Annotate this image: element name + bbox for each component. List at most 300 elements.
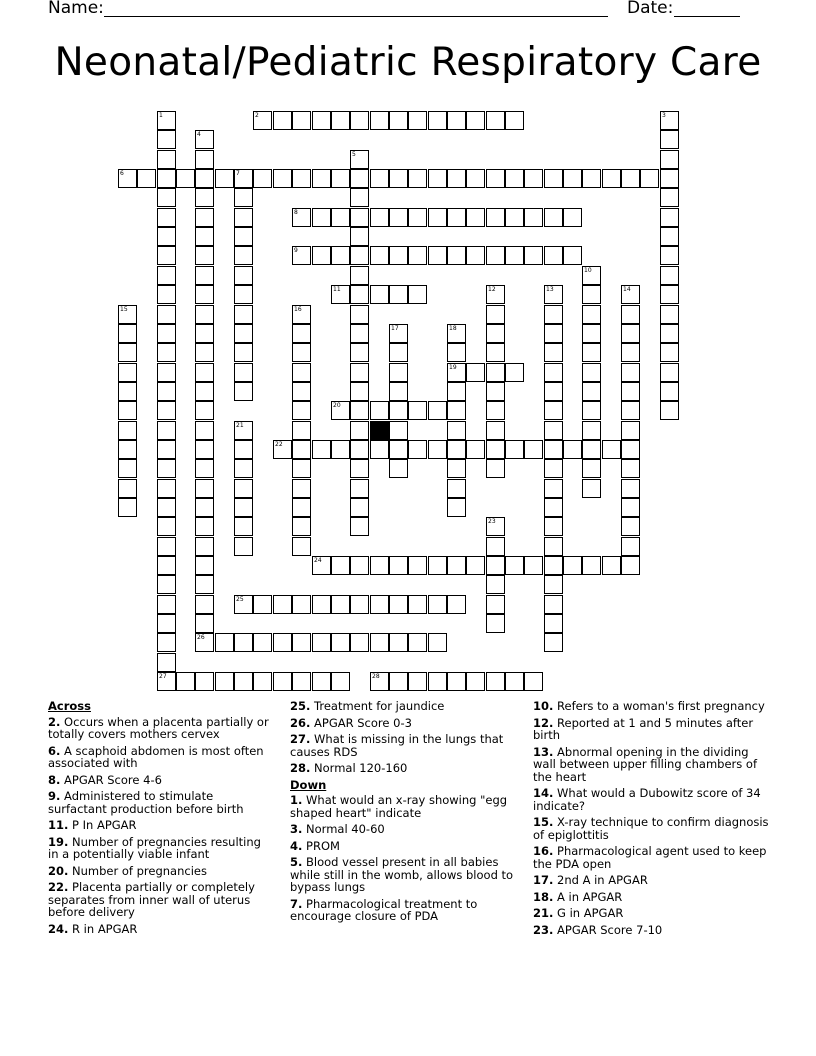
- crossword-cell[interactable]: [157, 672, 176, 691]
- crossword-cell[interactable]: [428, 672, 447, 691]
- crossword-cell[interactable]: [447, 246, 466, 265]
- crossword-cell[interactable]: [215, 633, 234, 652]
- crossword-cell[interactable]: [466, 169, 485, 188]
- crossword-cell[interactable]: [234, 633, 253, 652]
- crossword-cell[interactable]: [118, 343, 137, 362]
- crossword-cell[interactable]: [350, 343, 369, 362]
- crossword-cell[interactable]: [292, 208, 311, 227]
- crossword-cell[interactable]: [350, 169, 369, 188]
- crossword-cell[interactable]: [157, 305, 176, 324]
- crossword-cell[interactable]: [234, 246, 253, 265]
- crossword-cell[interactable]: [621, 363, 640, 382]
- crossword-cell[interactable]: [350, 479, 369, 498]
- crossword-cell[interactable]: [312, 633, 331, 652]
- crossword-cell[interactable]: [466, 556, 485, 575]
- crossword-cell[interactable]: [621, 498, 640, 517]
- crossword-cell[interactable]: [157, 208, 176, 227]
- crossword-cell[interactable]: [292, 440, 311, 459]
- crossword-cell[interactable]: [157, 440, 176, 459]
- crossword-cell[interactable]: [195, 440, 214, 459]
- crossword-cell[interactable]: [273, 672, 292, 691]
- crossword-cell[interactable]: [292, 479, 311, 498]
- crossword-cell[interactable]: [350, 324, 369, 343]
- crossword-cell[interactable]: [292, 382, 311, 401]
- crossword-cell[interactable]: [292, 246, 311, 265]
- crossword-cell[interactable]: [350, 111, 369, 130]
- crossword-cell[interactable]: [505, 556, 524, 575]
- crossword-cell[interactable]: [312, 208, 331, 227]
- crossword-cell[interactable]: [370, 556, 389, 575]
- crossword-cell[interactable]: [331, 401, 350, 420]
- crossword-cell[interactable]: [660, 382, 679, 401]
- crossword-cell[interactable]: [582, 285, 601, 304]
- crossword-cell[interactable]: [176, 169, 195, 188]
- crossword-cell[interactable]: [157, 459, 176, 478]
- crossword-cell[interactable]: [447, 401, 466, 420]
- crossword-cell[interactable]: [621, 401, 640, 420]
- crossword-cell[interactable]: [234, 595, 253, 614]
- crossword-cell[interactable]: [370, 169, 389, 188]
- crossword-cell[interactable]: [505, 208, 524, 227]
- crossword-cell[interactable]: [234, 169, 253, 188]
- crossword-cell[interactable]: [486, 305, 505, 324]
- crossword-cell[interactable]: [389, 459, 408, 478]
- crossword-cell[interactable]: [486, 537, 505, 556]
- crossword-cell[interactable]: [602, 169, 621, 188]
- crossword-cell[interactable]: [621, 169, 640, 188]
- crossword-cell[interactable]: [292, 111, 311, 130]
- crossword-cell[interactable]: [195, 285, 214, 304]
- crossword-cell[interactable]: [408, 440, 427, 459]
- crossword-cell[interactable]: [447, 208, 466, 227]
- crossword-cell[interactable]: [292, 421, 311, 440]
- crossword-cell[interactable]: [157, 556, 176, 575]
- crossword-cell[interactable]: [273, 111, 292, 130]
- crossword-cell[interactable]: [195, 363, 214, 382]
- crossword-cell[interactable]: [389, 246, 408, 265]
- crossword-cell[interactable]: [118, 440, 137, 459]
- crossword-cell[interactable]: [544, 614, 563, 633]
- crossword-cell[interactable]: [195, 517, 214, 536]
- crossword-cell[interactable]: [234, 188, 253, 207]
- crossword-cell[interactable]: [621, 324, 640, 343]
- crossword-cell[interactable]: [563, 440, 582, 459]
- crossword-cell[interactable]: [370, 595, 389, 614]
- crossword-cell[interactable]: [602, 556, 621, 575]
- crossword-cell[interactable]: [253, 672, 272, 691]
- crossword-cell[interactable]: [292, 363, 311, 382]
- crossword-cell[interactable]: [350, 305, 369, 324]
- crossword-cell[interactable]: [640, 169, 659, 188]
- crossword-cell[interactable]: [234, 537, 253, 556]
- crossword-cell[interactable]: [157, 653, 176, 672]
- crossword-cell[interactable]: [157, 614, 176, 633]
- crossword-cell[interactable]: [292, 343, 311, 362]
- crossword-cell[interactable]: [157, 479, 176, 498]
- crossword-cell[interactable]: [234, 363, 253, 382]
- crossword-cell[interactable]: [273, 595, 292, 614]
- crossword-cell[interactable]: [350, 595, 369, 614]
- crossword-cell[interactable]: [370, 208, 389, 227]
- crossword-cell[interactable]: [486, 285, 505, 304]
- crossword-cell[interactable]: [195, 421, 214, 440]
- crossword-cell[interactable]: [370, 401, 389, 420]
- crossword-cell[interactable]: [544, 537, 563, 556]
- crossword-cell[interactable]: [195, 556, 214, 575]
- crossword-cell[interactable]: [157, 382, 176, 401]
- crossword-cell[interactable]: [157, 517, 176, 536]
- crossword-cell[interactable]: [524, 672, 543, 691]
- crossword-cell[interactable]: [253, 633, 272, 652]
- crossword-cell[interactable]: [157, 575, 176, 594]
- crossword-cell[interactable]: [660, 343, 679, 362]
- crossword-cell[interactable]: [389, 363, 408, 382]
- crossword-cell[interactable]: [195, 324, 214, 343]
- crossword-cell[interactable]: [428, 633, 447, 652]
- crossword-cell[interactable]: [563, 169, 582, 188]
- crossword-cell[interactable]: [660, 208, 679, 227]
- crossword-cell[interactable]: [331, 595, 350, 614]
- crossword-cell[interactable]: [486, 614, 505, 633]
- crossword-cell[interactable]: [234, 479, 253, 498]
- crossword-cell[interactable]: [157, 401, 176, 420]
- crossword-cell[interactable]: [253, 595, 272, 614]
- crossword-cell[interactable]: [428, 208, 447, 227]
- crossword-cell[interactable]: [466, 440, 485, 459]
- crossword-cell[interactable]: [350, 440, 369, 459]
- crossword-cell[interactable]: [428, 440, 447, 459]
- crossword-cell[interactable]: [524, 440, 543, 459]
- crossword-cell[interactable]: [408, 285, 427, 304]
- crossword-cell[interactable]: [195, 575, 214, 594]
- crossword-cell[interactable]: [370, 672, 389, 691]
- crossword-cell[interactable]: [621, 382, 640, 401]
- crossword-cell[interactable]: [292, 401, 311, 420]
- crossword-cell[interactable]: [292, 672, 311, 691]
- crossword-cell[interactable]: [408, 595, 427, 614]
- crossword-cell[interactable]: [157, 363, 176, 382]
- crossword-cell[interactable]: [157, 169, 176, 188]
- crossword-cell[interactable]: [312, 672, 331, 691]
- crossword-cell[interactable]: [486, 169, 505, 188]
- crossword-cell[interactable]: [370, 111, 389, 130]
- crossword-cell[interactable]: [195, 343, 214, 362]
- crossword-cell[interactable]: [660, 246, 679, 265]
- crossword-cell[interactable]: [350, 227, 369, 246]
- crossword-cell[interactable]: [505, 672, 524, 691]
- crossword-cell[interactable]: [486, 382, 505, 401]
- crossword-cell[interactable]: [505, 246, 524, 265]
- crossword-cell[interactable]: [215, 169, 234, 188]
- crossword-cell[interactable]: [292, 633, 311, 652]
- crossword-cell[interactable]: [486, 324, 505, 343]
- crossword-cell[interactable]: [621, 537, 640, 556]
- crossword-cell[interactable]: [350, 285, 369, 304]
- crossword-cell[interactable]: [331, 672, 350, 691]
- crossword-cell[interactable]: [621, 343, 640, 362]
- crossword-cell[interactable]: [312, 595, 331, 614]
- crossword-cell[interactable]: [582, 479, 601, 498]
- crossword-cell[interactable]: [621, 440, 640, 459]
- crossword-cell[interactable]: [234, 421, 253, 440]
- crossword-cell[interactable]: [486, 672, 505, 691]
- crossword-cell[interactable]: [292, 324, 311, 343]
- crossword-cell[interactable]: [331, 633, 350, 652]
- crossword-cell[interactable]: [621, 556, 640, 575]
- crossword-cell[interactable]: [234, 208, 253, 227]
- crossword-cell[interactable]: [234, 343, 253, 362]
- crossword-cell[interactable]: [408, 401, 427, 420]
- crossword-cell[interactable]: [447, 343, 466, 362]
- crossword-cell[interactable]: [157, 150, 176, 169]
- crossword-cell[interactable]: [118, 479, 137, 498]
- crossword-cell[interactable]: [312, 169, 331, 188]
- crossword-cell[interactable]: [350, 246, 369, 265]
- crossword-cell[interactable]: [582, 440, 601, 459]
- crossword-cell[interactable]: [195, 595, 214, 614]
- crossword-cell[interactable]: [544, 324, 563, 343]
- crossword-cell[interactable]: [660, 363, 679, 382]
- crossword-cell[interactable]: [389, 208, 408, 227]
- crossword-cell[interactable]: [118, 401, 137, 420]
- crossword-cell[interactable]: [157, 266, 176, 285]
- crossword-cell[interactable]: [292, 305, 311, 324]
- crossword-cell[interactable]: [234, 672, 253, 691]
- crossword-cell[interactable]: [331, 111, 350, 130]
- crossword-cell[interactable]: [118, 421, 137, 440]
- crossword-cell[interactable]: [234, 459, 253, 478]
- crossword-cell[interactable]: [137, 169, 156, 188]
- crossword-cell[interactable]: [389, 382, 408, 401]
- crossword-cell[interactable]: [428, 111, 447, 130]
- crossword-cell[interactable]: [389, 285, 408, 304]
- crossword-cell[interactable]: [389, 111, 408, 130]
- crossword-cell[interactable]: [447, 363, 466, 382]
- crossword-cell[interactable]: [408, 246, 427, 265]
- crossword-cell[interactable]: [234, 227, 253, 246]
- crossword-cell[interactable]: [486, 440, 505, 459]
- crossword-cell[interactable]: [621, 459, 640, 478]
- crossword-cell[interactable]: [273, 169, 292, 188]
- crossword-cell[interactable]: [195, 150, 214, 169]
- crossword-cell[interactable]: [195, 614, 214, 633]
- crossword-cell[interactable]: [157, 285, 176, 304]
- crossword-cell[interactable]: [350, 401, 369, 420]
- crossword-cell[interactable]: [331, 440, 350, 459]
- crossword-cell[interactable]: [447, 440, 466, 459]
- crossword-cell[interactable]: [621, 479, 640, 498]
- crossword-cell[interactable]: [389, 595, 408, 614]
- crossword-cell[interactable]: [486, 575, 505, 594]
- crossword-cell[interactable]: [544, 556, 563, 575]
- crossword-cell[interactable]: [331, 285, 350, 304]
- crossword-cell[interactable]: [466, 111, 485, 130]
- crossword-cell[interactable]: [195, 130, 214, 149]
- crossword-cell[interactable]: [350, 208, 369, 227]
- crossword-cell[interactable]: [157, 130, 176, 149]
- crossword-cell[interactable]: [486, 401, 505, 420]
- crossword-cell[interactable]: [292, 169, 311, 188]
- crossword-cell[interactable]: [408, 556, 427, 575]
- crossword-cell[interactable]: [447, 479, 466, 498]
- crossword-cell[interactable]: [312, 556, 331, 575]
- crossword-cell[interactable]: [660, 305, 679, 324]
- crossword-cell[interactable]: [273, 440, 292, 459]
- crossword-cell[interactable]: [389, 401, 408, 420]
- crossword-cell[interactable]: [505, 363, 524, 382]
- crossword-cell[interactable]: [447, 498, 466, 517]
- crossword-cell[interactable]: [660, 111, 679, 130]
- crossword-cell[interactable]: [524, 208, 543, 227]
- crossword-cell[interactable]: [157, 498, 176, 517]
- crossword-cell[interactable]: [234, 498, 253, 517]
- crossword-cell[interactable]: [234, 324, 253, 343]
- crossword-cell[interactable]: [621, 305, 640, 324]
- crossword-cell[interactable]: [118, 382, 137, 401]
- crossword-cell[interactable]: [312, 246, 331, 265]
- crossword-cell[interactable]: [292, 459, 311, 478]
- crossword-cell[interactable]: [195, 459, 214, 478]
- crossword-cell[interactable]: [466, 672, 485, 691]
- crossword-cell[interactable]: [428, 595, 447, 614]
- crossword-cell[interactable]: [234, 440, 253, 459]
- crossword-cell[interactable]: [660, 150, 679, 169]
- crossword-cell[interactable]: [350, 498, 369, 517]
- crossword-cell[interactable]: [544, 246, 563, 265]
- crossword-cell[interactable]: [486, 459, 505, 478]
- crossword-cell[interactable]: [370, 246, 389, 265]
- crossword-cell[interactable]: [582, 421, 601, 440]
- crossword-cell[interactable]: [195, 246, 214, 265]
- crossword-cell[interactable]: [544, 382, 563, 401]
- crossword-cell[interactable]: [195, 633, 214, 652]
- crossword-cell[interactable]: [118, 498, 137, 517]
- crossword-cell[interactable]: [350, 266, 369, 285]
- crossword-cell[interactable]: [157, 227, 176, 246]
- crossword-cell[interactable]: [447, 595, 466, 614]
- crossword-cell[interactable]: [428, 169, 447, 188]
- crossword-cell[interactable]: [428, 246, 447, 265]
- crossword-cell[interactable]: [118, 169, 137, 188]
- crossword-cell[interactable]: [157, 246, 176, 265]
- crossword-cell[interactable]: [544, 363, 563, 382]
- crossword-cell[interactable]: [389, 324, 408, 343]
- crossword-cell[interactable]: [195, 208, 214, 227]
- crossword-cell[interactable]: [544, 595, 563, 614]
- crossword-cell[interactable]: [582, 324, 601, 343]
- crossword-cell[interactable]: [486, 111, 505, 130]
- crossword-cell[interactable]: [157, 537, 176, 556]
- crossword-cell[interactable]: [447, 556, 466, 575]
- crossword-cell[interactable]: [563, 208, 582, 227]
- crossword-cell[interactable]: [118, 305, 137, 324]
- crossword-cell[interactable]: [544, 169, 563, 188]
- crossword-cell[interactable]: [292, 595, 311, 614]
- crossword-cell[interactable]: [544, 343, 563, 362]
- crossword-cell[interactable]: [370, 440, 389, 459]
- crossword-cell[interactable]: [544, 459, 563, 478]
- crossword-cell[interactable]: [195, 479, 214, 498]
- crossword-cell[interactable]: [331, 169, 350, 188]
- crossword-cell[interactable]: [292, 517, 311, 536]
- crossword-cell[interactable]: [544, 440, 563, 459]
- crossword-cell[interactable]: [544, 208, 563, 227]
- crossword-cell[interactable]: [389, 633, 408, 652]
- crossword-cell[interactable]: [582, 459, 601, 478]
- crossword-cell[interactable]: [234, 382, 253, 401]
- crossword-cell[interactable]: [253, 169, 272, 188]
- crossword-cell[interactable]: [582, 266, 601, 285]
- crossword-cell[interactable]: [370, 285, 389, 304]
- crossword-cell[interactable]: [118, 363, 137, 382]
- crossword-cell[interactable]: [157, 421, 176, 440]
- crossword-cell[interactable]: [350, 382, 369, 401]
- crossword-cell[interactable]: [563, 556, 582, 575]
- crossword-cell[interactable]: [660, 266, 679, 285]
- crossword-cell[interactable]: [428, 556, 447, 575]
- crossword-cell[interactable]: [544, 633, 563, 652]
- crossword-cell[interactable]: [660, 401, 679, 420]
- crossword-cell[interactable]: [331, 208, 350, 227]
- crossword-cell[interactable]: [408, 169, 427, 188]
- crossword-cell[interactable]: [408, 111, 427, 130]
- crossword-cell[interactable]: [602, 440, 621, 459]
- crossword-cell[interactable]: [408, 633, 427, 652]
- crossword-cell[interactable]: [292, 537, 311, 556]
- crossword-cell[interactable]: [486, 343, 505, 362]
- crossword-cell[interactable]: [350, 363, 369, 382]
- crossword-cell[interactable]: [621, 421, 640, 440]
- crossword-cell[interactable]: [118, 324, 137, 343]
- crossword-cell[interactable]: [118, 459, 137, 478]
- crossword-cell[interactable]: [195, 672, 214, 691]
- crossword-cell[interactable]: [447, 382, 466, 401]
- crossword-cell[interactable]: [466, 208, 485, 227]
- crossword-cell[interactable]: [544, 517, 563, 536]
- crossword-cell[interactable]: [234, 285, 253, 304]
- crossword-cell[interactable]: [176, 672, 195, 691]
- crossword-cell[interactable]: [312, 440, 331, 459]
- crossword-cell[interactable]: [195, 305, 214, 324]
- crossword-cell[interactable]: [195, 401, 214, 420]
- crossword-cell[interactable]: [544, 479, 563, 498]
- crossword-cell[interactable]: [486, 363, 505, 382]
- crossword-cell[interactable]: [195, 498, 214, 517]
- crossword-cell[interactable]: [660, 188, 679, 207]
- crossword-cell[interactable]: [389, 169, 408, 188]
- crossword-cell[interactable]: [544, 305, 563, 324]
- crossword-cell[interactable]: [660, 130, 679, 149]
- crossword-cell[interactable]: [660, 285, 679, 304]
- crossword-cell[interactable]: [582, 363, 601, 382]
- crossword-cell[interactable]: [447, 672, 466, 691]
- crossword-cell[interactable]: [660, 227, 679, 246]
- crossword-cell[interactable]: [466, 363, 485, 382]
- crossword-cell[interactable]: [234, 266, 253, 285]
- crossword-cell[interactable]: [563, 246, 582, 265]
- crossword-cell[interactable]: [582, 382, 601, 401]
- crossword-cell[interactable]: [660, 324, 679, 343]
- crossword-cell[interactable]: [350, 188, 369, 207]
- crossword-cell[interactable]: [157, 188, 176, 207]
- crossword-cell[interactable]: [582, 343, 601, 362]
- crossword-cell[interactable]: [195, 382, 214, 401]
- crossword-cell[interactable]: [582, 169, 601, 188]
- crossword-cell[interactable]: [273, 633, 292, 652]
- crossword-cell[interactable]: [195, 266, 214, 285]
- crossword-cell[interactable]: [389, 672, 408, 691]
- crossword-cell[interactable]: [486, 421, 505, 440]
